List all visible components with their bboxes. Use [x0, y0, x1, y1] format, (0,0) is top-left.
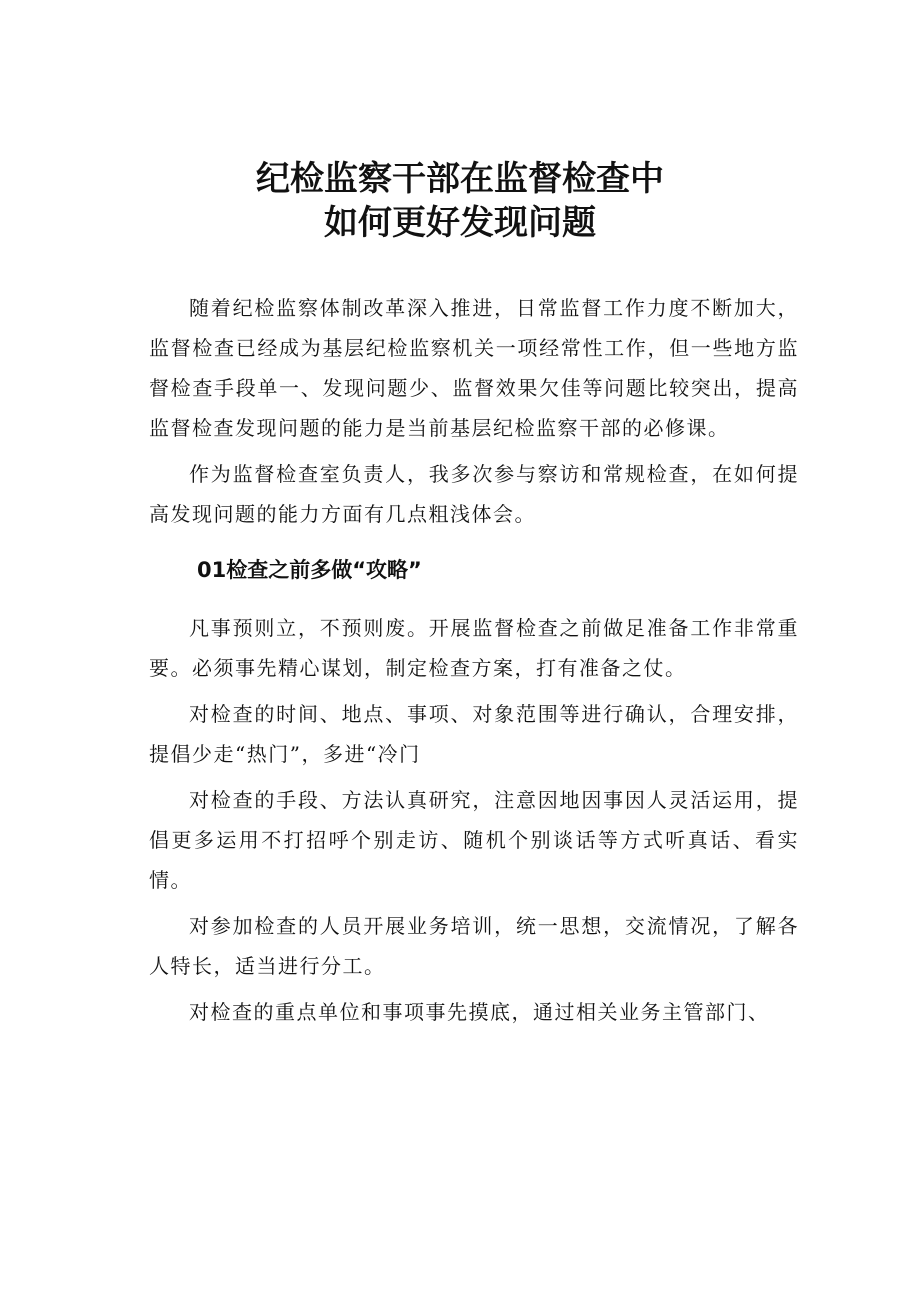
intro-paragraph-2: 作为监督检查室负责人，我多次参与察访和常规检查，在如何提高发现问题的能力方面有几点粗浅体会。 [149, 462, 799, 526]
document-title-line-2: 如何更好发现问题 [324, 203, 596, 243]
section-heading: 01检查之前多做“攻略” [197, 558, 422, 582]
section-paragraph-1: 凡事预则立，不预则废。开展监督检查之前做足准备工作非常重要。必须事先精心谋划，制定检查方案，打有准备之仗。 [149, 616, 799, 680]
section-paragraph-2: 对检查的时间、地点、事项、对象范围等进行确认，合理安排，提倡少走“热门”，多进“冷门 [149, 702, 799, 766]
section-paragraph-5: 对检查的重点单位和事项事先摸底，通过相关业务主管部门、 [189, 1000, 770, 1024]
document-body [149, 288, 799, 1032]
section-paragraph-4: 对参加检查的人员开展业务培训，统一思想，交流情况，了解各人特长，适当进行分工。 [149, 914, 799, 978]
section-paragraph-3: 对检查的手段、方法认真研究，注意因地因事因人灵活运用，提倡更多运用不打招呼个别走访、随机个别谈话等方式听真话、看实情。 [149, 788, 799, 892]
document-title-line-1: 纪检监察干部在监督检查中 [256, 159, 664, 199]
intro-paragraph-1: 随着纪检监察体制改革深入推进，日常监督工作力度不断加大，监督检查已经成为基层纪检监察机关一项经常性工作，但一些地方监督检查手段单一、发现问题少、监督效果欠佳等问题比较突出，提高监督检查发现问题的能力是当前基层纪检监察干部的必修课。 [149, 296, 799, 440]
